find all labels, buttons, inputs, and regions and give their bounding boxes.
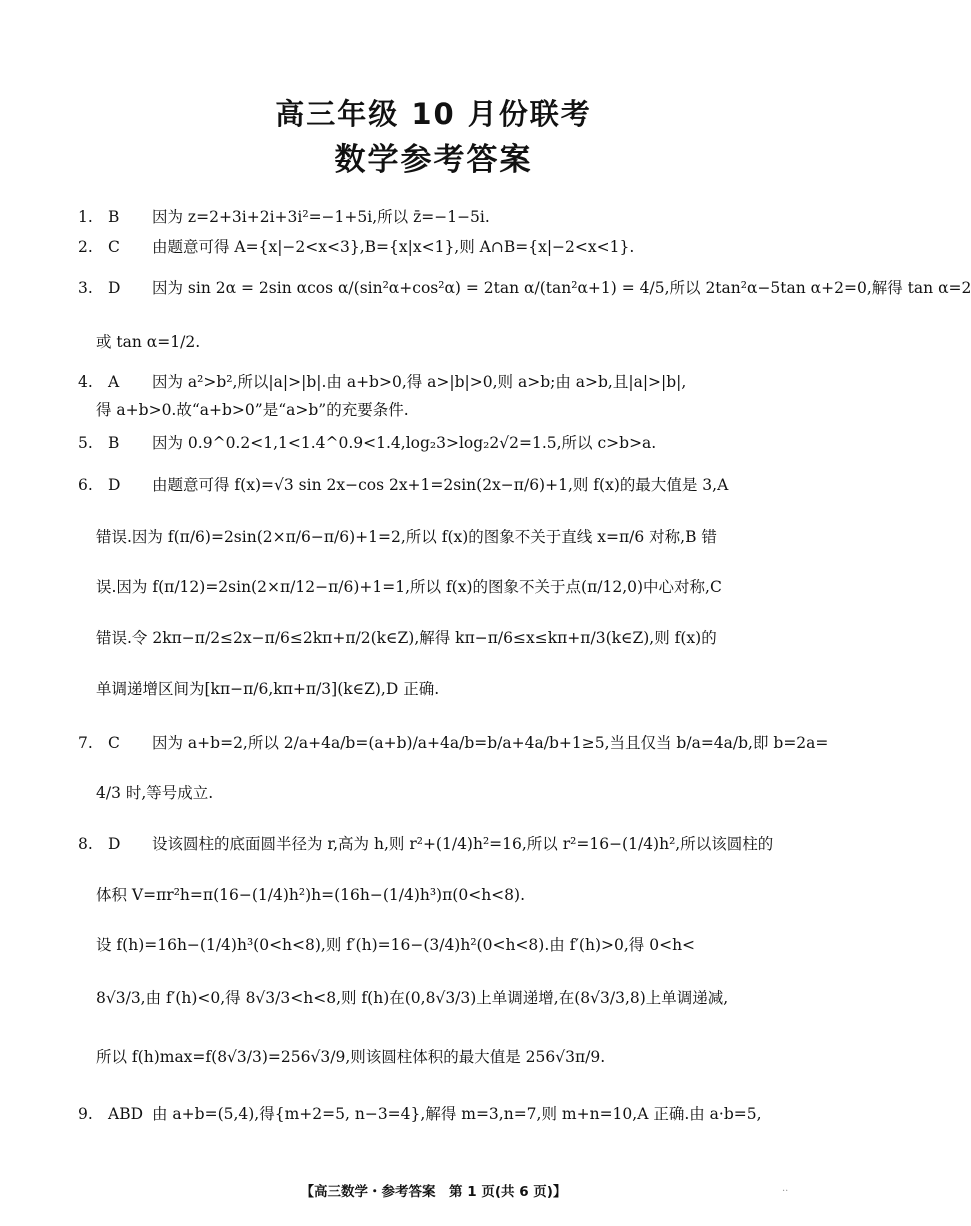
- question-answer: B: [108, 208, 120, 226]
- solution-line: 因为 sin 2α = 2sin αcos α/(sin²α+cos²α) = 2tan α/(tan²α+1) = 4/5,所以 2tan²α−5tan α+2=0,解得 tan α=2: [152, 279, 971, 297]
- question-answer: C: [108, 734, 120, 752]
- question-2: [78, 236, 790, 258]
- solution-line: 所以 f(h)max=f(8√3/3)=256√3/9,则该圆柱体积的最大值是 256√3π/9.: [96, 1048, 606, 1066]
- question-number: 1.: [78, 208, 93, 226]
- solution-line: 因为 0.9^0.2<1,1<1.4^0.9<1.4,log₂3>log₂2√2=1.5,所以 c>b>a.: [152, 434, 657, 452]
- solution-line: 由 a+b=(5,4),得{m+2=5, n−3=4},解得 m=3,n=7,则 m+n=10,A 正确.由 a·b=5,: [152, 1105, 762, 1123]
- question-4: [78, 371, 790, 393]
- solution-line: 因为 z=2+3i+2i+3i²=−1+5i,所以 z̄=−1−5i.: [152, 208, 490, 226]
- page-subtitle: 数学参考答案: [334, 142, 533, 178]
- question-answer: D: [108, 476, 121, 494]
- page-footer: 【高三数学・参考答案 第 1 页(共 6 页)】: [300, 1184, 567, 1200]
- question-answer: D: [108, 279, 121, 297]
- solution-line: 设该圆柱的底面圆半径为 r,高为 h,则 r²+(1/4)h²=16,所以 r²=16−(1/4)h²,所以该圆柱的: [152, 835, 774, 853]
- question-answer: ABD: [108, 1105, 144, 1123]
- question-3: [78, 277, 971, 299]
- solution-line: 错误.因为 f(π/6)=2sin(2×π/6−π/6)+1=2,所以 f(x)的图象不关于直线 x=π/6 对称,B 错: [96, 528, 717, 546]
- solution-line: 8√3/3,由 f′(h)<0,得 8√3/3<h<8,则 f(h)在(0,8√3/3)上单调递增,在(8√3/3,8)上单调递减,: [96, 989, 729, 1007]
- solution-line: 由题意可得 A={x|−2<x<3},B={x|x<1},则 A∩B={x|−2<x<1}.: [152, 238, 635, 256]
- question-number: 7.: [78, 734, 93, 752]
- question-answer: D: [108, 835, 121, 853]
- question-answer: C: [108, 238, 120, 256]
- solution-line: 4/3 时,等号成立.: [96, 784, 214, 802]
- question-answer: B: [108, 434, 120, 452]
- question-number: 3.: [78, 279, 93, 297]
- question-number: 8.: [78, 835, 93, 853]
- page-title: 高三年级 10 月份联考: [275, 97, 592, 131]
- question-5: [78, 432, 790, 454]
- solution-line: 或 tan α=1/2.: [96, 333, 201, 351]
- question-number: 2.: [78, 238, 93, 256]
- question-1: [78, 206, 790, 228]
- solution-line: 单调递增区间为[kπ−π/6,kπ+π/3](k∈Z),D 正确.: [96, 680, 440, 698]
- solution-line: 得 a+b>0.故“a+b>0”是“a>b”的充要条件.: [96, 401, 409, 419]
- solution-line: 由题意可得 f(x)=√3 sin 2x−cos 2x+1=2sin(2x−π/6)+1,则 f(x)的最大值是 3,A: [152, 476, 729, 494]
- question-answer: A: [108, 373, 120, 391]
- question-9: [78, 1103, 790, 1125]
- question-number: 4.: [78, 373, 93, 391]
- solution-line: 体积 V=πr²h=π(16−(1/4)h²)h=(16h−(1/4)h³)π(0<h<8).: [96, 886, 525, 904]
- solution-line: 因为 a²>b²,所以|a|>|b|.由 a+b>0,得 a>|b|>0,则 a>b;由 a>b,且|a|>|b|,: [152, 373, 687, 391]
- question-7: [78, 732, 829, 754]
- question-8: [78, 833, 790, 855]
- solution-line: 设 f(h)=16h−(1/4)h³(0<h<8),则 f′(h)=16−(3/4)h²(0<h<8).由 f′(h)>0,得 0<h<: [96, 936, 696, 954]
- scan-marks: ··: [782, 1186, 789, 1197]
- solution-line: 错误.令 2kπ−π/2≤2x−π/6≤2kπ+π/2(k∈Z),解得 kπ−π/6≤x≤kπ+π/3(k∈Z),则 f(x)的: [96, 629, 717, 647]
- question-number: 9.: [78, 1105, 93, 1123]
- question-number: 5.: [78, 434, 93, 452]
- solution-line: 误.因为 f(π/12)=2sin(2×π/12−π/6)+1=1,所以 f(x)的图象不关于点(π/12,0)中心对称,C: [96, 578, 722, 596]
- question-6: [78, 474, 790, 496]
- solution-line: 因为 a+b=2,所以 2/a+4a/b=(a+b)/a+4a/b=b/a+4a/b+1≥5,当且仅当 b/a=4a/b,即 b=2a=: [152, 734, 829, 752]
- question-number: 6.: [78, 476, 93, 494]
